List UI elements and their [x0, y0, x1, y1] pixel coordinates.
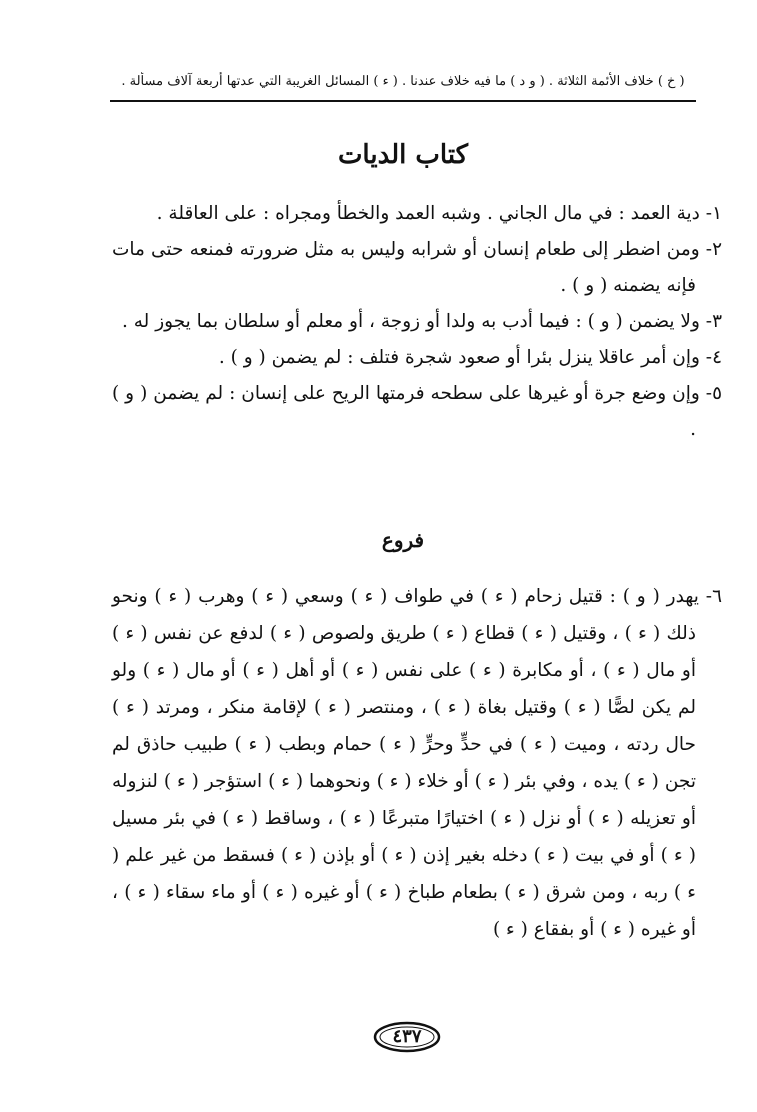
section-subtitle: فروع [381, 528, 425, 552]
chapter-title: كتاب الديات [337, 140, 469, 170]
ruling-item-4: ٤- وإن أمر عاقلا ينزل بئرا أو صعود شجرة فتلف : لم يضمن ( و ) . [218, 347, 722, 368]
ruling-item-5: ٥- وإن وضع جرة أو غيرها على سطحه فرمتها الريح على إنسان : لم يضمن ( و ) . [112, 383, 722, 440]
page-number: ٤٣٧ [392, 1026, 422, 1047]
rulings-section [112, 196, 722, 448]
running-header: ( خ ) خلاف الأئمة الثلاثة . ( و د ) ما فيه خلاف عندنا . ( ء ) المسائل الغريبة التي عدتها أربعة آلاف مسألة . [121, 74, 685, 89]
header-divider [110, 100, 696, 102]
ruling-item-3: ٣- ولا يضمن ( و ) : فيما أدب به ولدا أو زوجة ، أو معلم أو سلطان بما يجوز له . [122, 311, 722, 332]
ruling-item-1: ١- دية العمد : في مال الجاني . وشبه العمد والخطأ ومجراه : على العاقلة . [156, 203, 722, 224]
page-number-badge [372, 1020, 442, 1054]
ruling-item-2: ٢- ومن اضطر إلى طعام إنسان أو شرابه وليس به مثل ضرورته فمنعه حتى مات فإنه يضمنه ( و ) . [112, 239, 722, 296]
branch-item-6: ٦- يهدر ( و ) : قتيل زحام ( ء ) في طواف ( ء ) وسعي ( ء ) وهرب ( ء ) ونحو ذلك ( ء ) ، وقتيل ( ء ) قطاع ( ء ) طريق ولصوص ( ء ) لدفع عن نفس ( ء ) أو مال ( ء ) ، أو مكابرة ( ء ) على نفس ( ء ) أو أهل ( ء ) أو مال ( ء ) ولو لم يكن لصًّا ( ء ) وقتيل بغاة ( ء ) ، ومنتصر ( ء ) لإقامة منكر ، ومرتد ( ء ) حال ردته ، وميت ( ء ) في حدٍّ وحرٍّ ( ء ) حمام وبطب ( ء ) طبيب حاذق لم تجن ( ء ) يده ، وفي بئر ( ء ) أو خلاء ( ء ) ونحوهما ( ء ) استؤجر ( ء ) لنزوله أو تعزيله ( ء ) أو نزل ( ء ) اختيارًا متبرعًا ( ء ) ، وساقط ( ء ) في بئر مسيل ( ء ) أو في بيت ( ء ) دخله بغير إذن ( ء ) أو بإذن ( ء ) فسقط من غير علم ( ء ) ربه ، ومن شرق ( ء ) بطعام طباخ ( ء ) أو غيره ( ء ) أو ماء سقاء ( ء ) ، أو غيره ( ء ) أو بفقاع ( ء ) [112, 586, 722, 940]
branches-section [112, 578, 722, 948]
